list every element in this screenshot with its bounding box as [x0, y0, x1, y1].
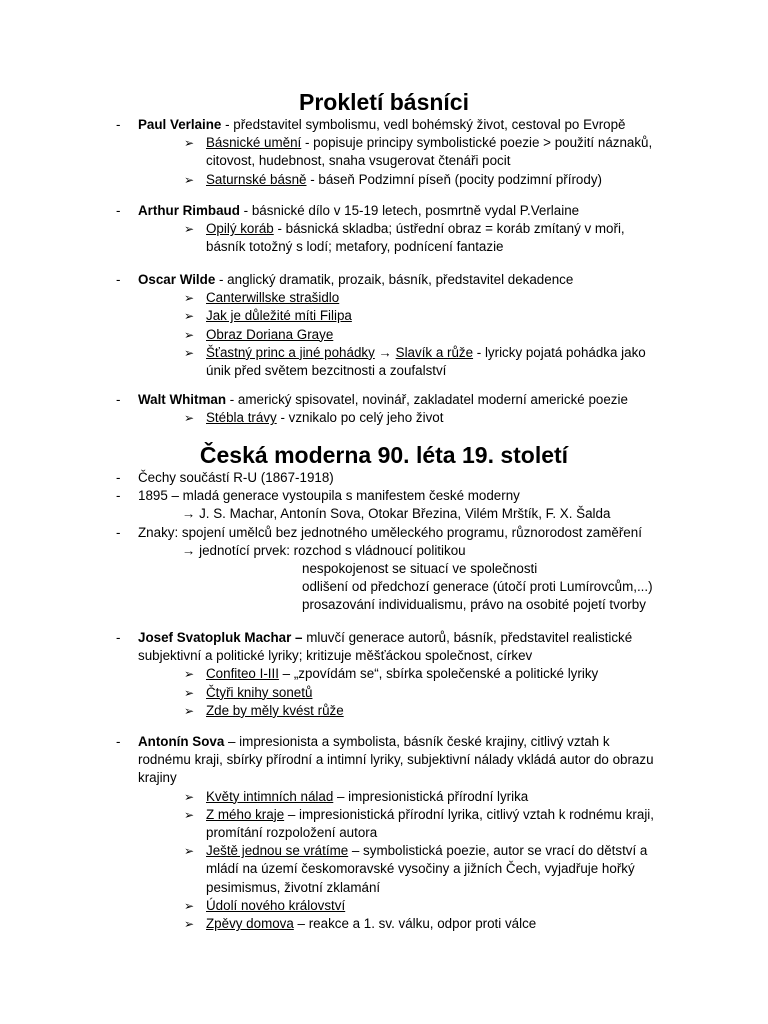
moderna-text: Čechy součástí R-U (1867-1918): [138, 470, 334, 485]
section-verlaine: [0, 116, 768, 189]
moderna-feature: → jednotící prvek: rozchod s vládnoucí politikou: [182, 542, 466, 558]
work-item: [0, 897, 666, 915]
work-item: [0, 842, 666, 897]
author-name: Josef Svatopluk Machar –: [138, 630, 303, 645]
author-desc: - básnické dílo v 15-19 letech, posmrtně vydal P.Verlaine: [239, 203, 580, 218]
moderna-line: [0, 487, 698, 505]
dash-bullet: -: [116, 392, 121, 407]
work-item: [0, 326, 666, 344]
entry-sova: [0, 733, 658, 788]
arrow-bullet-icon: ➢: [184, 411, 195, 426]
work-item: [0, 665, 666, 683]
entry-wilde: [0, 271, 658, 289]
arrow-bullet-icon: ➢: [184, 136, 195, 151]
work-title: Obraz Doriana Graye: [206, 326, 334, 342]
work-title: Ještě jednou se vrátíme: [206, 843, 349, 859]
work-title: Údolí nového království: [206, 897, 346, 913]
moderna-line: [0, 469, 698, 487]
work-desc: – „zpovídám se“, sbírka společenské a politické lyriky: [278, 666, 599, 682]
dash-bullet: -: [116, 734, 121, 749]
work-desc: - básnická skladba; ústřední obraz = koráb zmítaný v moři, básník totožný s lodí; metafory, podnícení fantazie: [206, 221, 625, 255]
section-sova: [0, 733, 768, 933]
work-title: Confiteo I-III: [206, 666, 279, 682]
arrow-bullet-icon: ➢: [184, 789, 195, 804]
dash-bullet: -: [116, 272, 121, 287]
dash-bullet: -: [116, 117, 121, 132]
arrow-bullet-icon: ➢: [184, 222, 195, 237]
work-title: Zpěvy domova: [206, 916, 294, 932]
work-title: Z mého kraje: [206, 806, 285, 822]
entry-machar: [0, 629, 658, 665]
work-desc: - báseň Podzimní píseň (pocity podzimní přírody): [306, 171, 602, 187]
author-name: Oscar Wilde: [138, 272, 216, 287]
arrow-bullet-icon: ➢: [184, 291, 195, 306]
work-title: Opilý koráb: [206, 221, 274, 237]
section-whitman: [0, 391, 768, 427]
arrow-bullet-icon: ➢: [184, 807, 195, 822]
entry-verlaine: [0, 116, 658, 134]
work-desc: – symbolistická poezie, autor se vrací do dětství a mládí na území českomoravské vysočiny a jižních Čech, vyjadřuje hořký pesimismus, životní zklamání: [206, 843, 648, 895]
moderna-line: [0, 524, 698, 542]
dash-bullet: -: [116, 470, 121, 485]
author-desc: - představitel symbolismu, vedl bohémský život, cestoval po Evropě: [221, 117, 626, 132]
work-item: [0, 915, 666, 933]
work-item: [0, 806, 666, 842]
work-title: Šťastný princ a jiné pohádky: [206, 344, 375, 360]
work-item: [0, 171, 666, 189]
work-item: [0, 409, 666, 427]
dash-bullet: -: [116, 630, 121, 645]
dash-bullet: -: [116, 524, 121, 540]
dash-bullet: -: [116, 203, 121, 218]
work-title: Canterwillske strašidlo: [206, 290, 340, 306]
work-title: Slavík a růže: [395, 344, 474, 360]
heading-prokleti-basnici: Prokletí básníci: [298, 89, 469, 115]
work-title: Básnické umění: [206, 135, 302, 151]
work-title: Stébla trávy: [206, 410, 277, 426]
work-title: Zde by měly kvést růže: [206, 702, 344, 718]
work-desc: – impresionistická přírodní lyrika, citlivý vztah k rodnému kraji, promítání rozpoložení autora: [206, 806, 654, 841]
work-item: [0, 307, 666, 325]
work-item: [0, 702, 666, 720]
arrow-bullet-icon: ➢: [184, 898, 195, 913]
author-desc: - americký spisovatel, novinář, zakladatel moderní americké poezie: [226, 392, 628, 407]
author-name: Antonín Sova: [138, 734, 225, 749]
work-desc: - lyricky pojatá pohádka jako únik před světem bezcitnosti a zoufalství: [206, 344, 646, 379]
author-name: Arthur Rimbaud: [138, 203, 240, 218]
author-name: Walt Whitman: [138, 392, 227, 407]
author-desc: – impresionista a symbolista, básník české krajiny, citlivý vztah k rodnému kraji, sbírky přírodní a intimní lyriky, subjektivní nálady vkládá autor do obrazu krajiny: [138, 734, 654, 786]
work-desc: - vznikalo po celý jeho život: [276, 410, 444, 426]
work-title: Jak je důležité míti Filipa: [206, 308, 352, 324]
work-desc: – impresionistická přírodní lyrika: [333, 788, 529, 804]
arrow-bullet-icon: ➢: [184, 685, 195, 700]
arrow-bullet-icon: ➢: [184, 309, 195, 324]
moderna-feature: odlišení od předchozí generace (útočí proti Lumírovcům,...): [302, 579, 653, 595]
entry-rimbaud: [0, 202, 658, 220]
moderna-authors: → J. S. Machar, Antonín Sova, Otokar Březina, Vilém Mrštík, F. X. Šalda: [182, 506, 611, 522]
work-item: [0, 788, 666, 806]
work-desc: - popisuje principy symbolistické poezie > použití náznaků, citovost, hudebnost, snaha vsugerovat čtenáři pocit: [206, 135, 653, 169]
section-moderna: [0, 469, 768, 615]
work-item: [0, 684, 666, 702]
work-item: [0, 344, 666, 380]
work-item: [0, 134, 666, 170]
work-item: [0, 220, 666, 256]
arrow-text: →: [374, 344, 396, 360]
section-rimbaud: [0, 202, 768, 257]
work-title: Čtyři knihy sonetů: [206, 684, 313, 700]
work-item: [0, 289, 666, 307]
moderna-text: Znaky: spojení umělců bez jednotného uměleckého programu, různorodost zaměření: [138, 524, 642, 540]
author-name: Paul Verlaine: [138, 117, 222, 132]
dash-bullet: -: [116, 488, 121, 504]
arrow-bullet-icon: ➢: [184, 917, 195, 932]
arrow-bullet-icon: ➢: [184, 172, 195, 187]
arrow-bullet-icon: ➢: [184, 703, 195, 718]
section-wilde: [0, 271, 768, 380]
arrow-bullet-icon: ➢: [184, 327, 195, 342]
moderna-feature: nespokojenost se situací ve společnosti: [302, 561, 538, 577]
arrow-bullet-icon: ➢: [184, 345, 195, 360]
arrow-bullet-icon: ➢: [184, 667, 195, 682]
heading-ceska-moderna: Česká moderna 90. léta 19. století: [199, 442, 569, 468]
moderna-text: 1895 – mladá generace vystoupila s manifestem české moderny: [138, 488, 520, 504]
work-title: Květy intimních nálad: [206, 788, 334, 804]
moderna-feature: prosazování individualismu, právo na osobité pojetí tvorby: [302, 597, 646, 613]
work-desc: – reakce a 1. sv. válku, odpor proti válce: [293, 916, 537, 932]
author-desc: mluvčí generace autorů, básník, představitel realistické subjektivní a politické lyriky; kritizuje měšťáckou společnost, církev: [138, 630, 633, 664]
section-machar: [0, 629, 768, 720]
arrow-bullet-icon: ➢: [184, 844, 195, 859]
work-title: Saturnské básně: [206, 171, 307, 187]
entry-whitman: [0, 391, 658, 409]
author-desc: - anglický dramatik, prozaik, básník, představitel dekadence: [215, 272, 574, 287]
